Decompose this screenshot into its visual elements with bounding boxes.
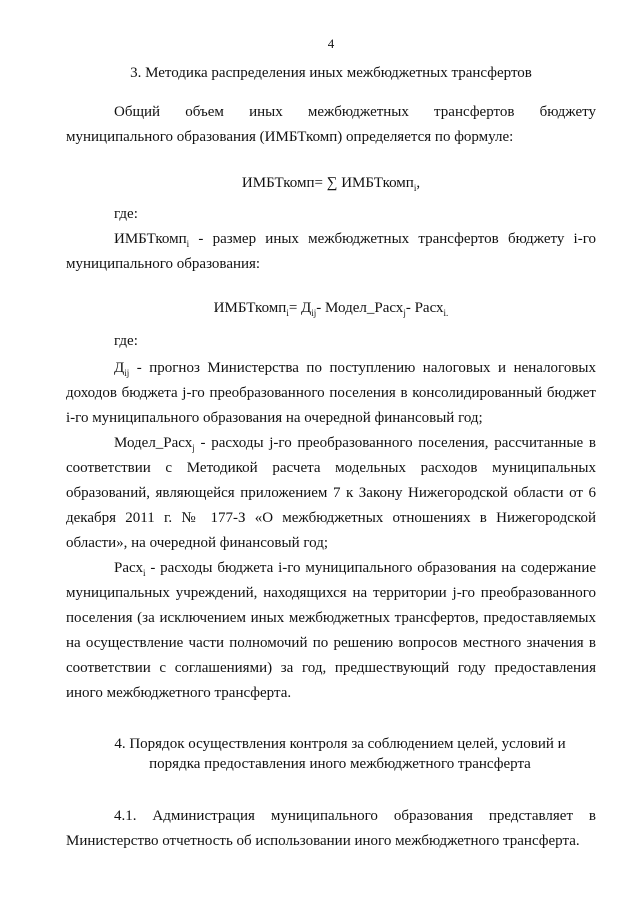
formula-part-c: - Модел_Расх bbox=[316, 300, 404, 316]
section-3-intro-paragraph: Общий объем иных межбюджетных трансфертов бюджету муниципального образования (ИМБТкомп) определяется по формуле: bbox=[66, 104, 596, 145]
section-3-title: 3. Методика распределения иных межбюджетных трансфертов bbox=[130, 65, 532, 81]
definition-text: - размер иных межбюджетных трансфертов бюджету i-го муниципального образования: bbox=[66, 231, 596, 272]
definition-term-subscript: ij bbox=[124, 368, 130, 378]
definition-imbt-i bbox=[66, 227, 596, 277]
definition-text: - расходы бюджета i-го муниципального образования на содержание муниципальных учреждений, находящихся на территории j-го преобразованного поселения (за исключением иных межбюджетных трансфертов, предоставляемых на осуществление части полномочий по решению вопросов местного значения в соответствии с соглашениями) за год, предшествующий году предоставления иного межбюджетного трансферта. bbox=[66, 560, 596, 701]
section-4-title-line-2: порядка предоставления иного межбюджетного трансферта bbox=[149, 756, 531, 772]
formula-total-subscript: i bbox=[413, 183, 417, 193]
definition-rash-i bbox=[66, 556, 596, 706]
formula-part-b: = Д bbox=[288, 300, 312, 316]
formula-component bbox=[66, 297, 596, 319]
definition-d-ij bbox=[66, 356, 596, 431]
formula-total-text: ИМБТкомп= ∑ ИМБТкомп bbox=[241, 175, 414, 191]
section-4-title bbox=[66, 734, 596, 774]
definition-term-subscript: j bbox=[192, 443, 195, 453]
definition-model-rash bbox=[66, 431, 596, 556]
where-label-2: где: bbox=[114, 333, 138, 349]
definition-text: - прогноз Министерства по поступлению налоговых и неналоговых доходов бюджета j-го преобразованного поселения в консолидированный бюджет i-го муниципального образования на очередной финансовый год; bbox=[66, 360, 596, 426]
page-number: 4 bbox=[327, 36, 335, 51]
formula-part-b-subscript: ij bbox=[311, 308, 317, 318]
definition-term-subscript: i bbox=[142, 568, 146, 578]
definition-term: ИМБТкомп bbox=[114, 231, 187, 247]
definition-term: Расх bbox=[114, 560, 143, 576]
definition-term-subscript: i bbox=[186, 239, 190, 249]
formula-part-c-subscript: j bbox=[403, 308, 406, 318]
formula-total bbox=[66, 172, 596, 194]
formula-part-d-subscript: i. bbox=[443, 308, 449, 318]
definition-term: Модел_Расх bbox=[114, 435, 193, 451]
section-4-paragraph-1: 4.1. Администрация муниципального образования представляет в Министерство отчетность об использовании иного межбюджетного трансферта. bbox=[66, 808, 596, 849]
definition-term: Д bbox=[114, 360, 125, 376]
formula-part-a-subscript: i bbox=[286, 308, 289, 318]
formula-part-d: - Расх bbox=[405, 300, 444, 316]
section-4-title-line-1: 4. Порядок осуществления контроля за соблюдением целей, условий и bbox=[114, 736, 566, 752]
definition-text: - расходы j-го преобразованного поселения, рассчитанные в соответствии с Методикой расчета модельных расходов муниципальных образований, являющейся приложением 7 к Закону Нижегородской области от 6 декабря 2011 г. № 177-З «О межбюджетных отношениях в Нижегородской области», на очередной финансовый год; bbox=[66, 435, 596, 551]
formula-total-tail: , bbox=[416, 175, 421, 191]
where-label: где: bbox=[114, 206, 138, 222]
formula-part-a: ИМБТкомп bbox=[213, 300, 287, 316]
